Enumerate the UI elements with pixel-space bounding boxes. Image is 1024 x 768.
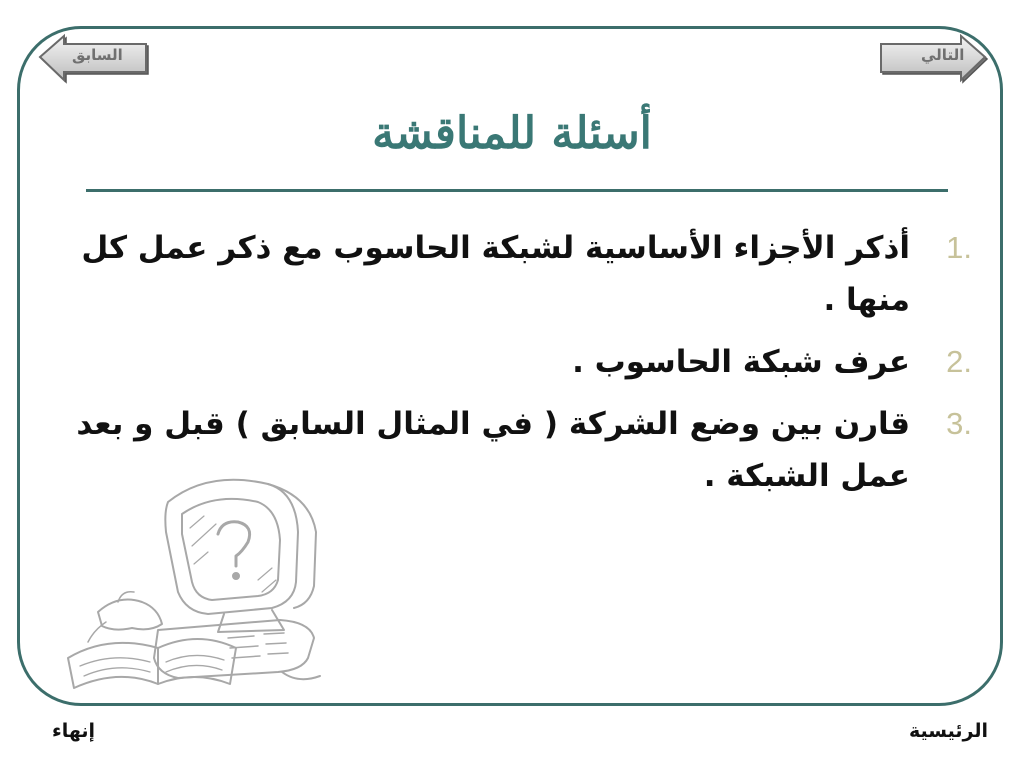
question-number: 2.	[946, 344, 972, 379]
question-text: عرف شبكة الحاسوب .	[572, 344, 910, 380]
end-link[interactable]: إنهاء	[52, 720, 96, 742]
slide-title: أسئلة للمناقشة	[372, 108, 652, 159]
question-text: أذكر الأجزاء الأساسية لشبكة الحاسوب مع ذكر عمل كل منها .	[81, 230, 910, 318]
prev-label: السابق	[72, 46, 123, 64]
question-text: قارن بين وضع الشركة ( في المثال السابق ) قبل و بعد عمل الشبكة .	[76, 406, 910, 494]
questions-list	[60, 222, 980, 512]
next-button[interactable]	[877, 32, 989, 86]
home-link[interactable]: الرئيسية	[909, 720, 988, 742]
next-label: التالي	[921, 46, 965, 64]
list-item	[60, 398, 980, 502]
question-number: 1.	[946, 230, 972, 265]
list-item	[60, 222, 980, 326]
question-number: 3.	[946, 406, 972, 441]
title-divider	[86, 189, 948, 192]
list-item	[60, 336, 980, 388]
prev-button[interactable]	[38, 32, 150, 86]
